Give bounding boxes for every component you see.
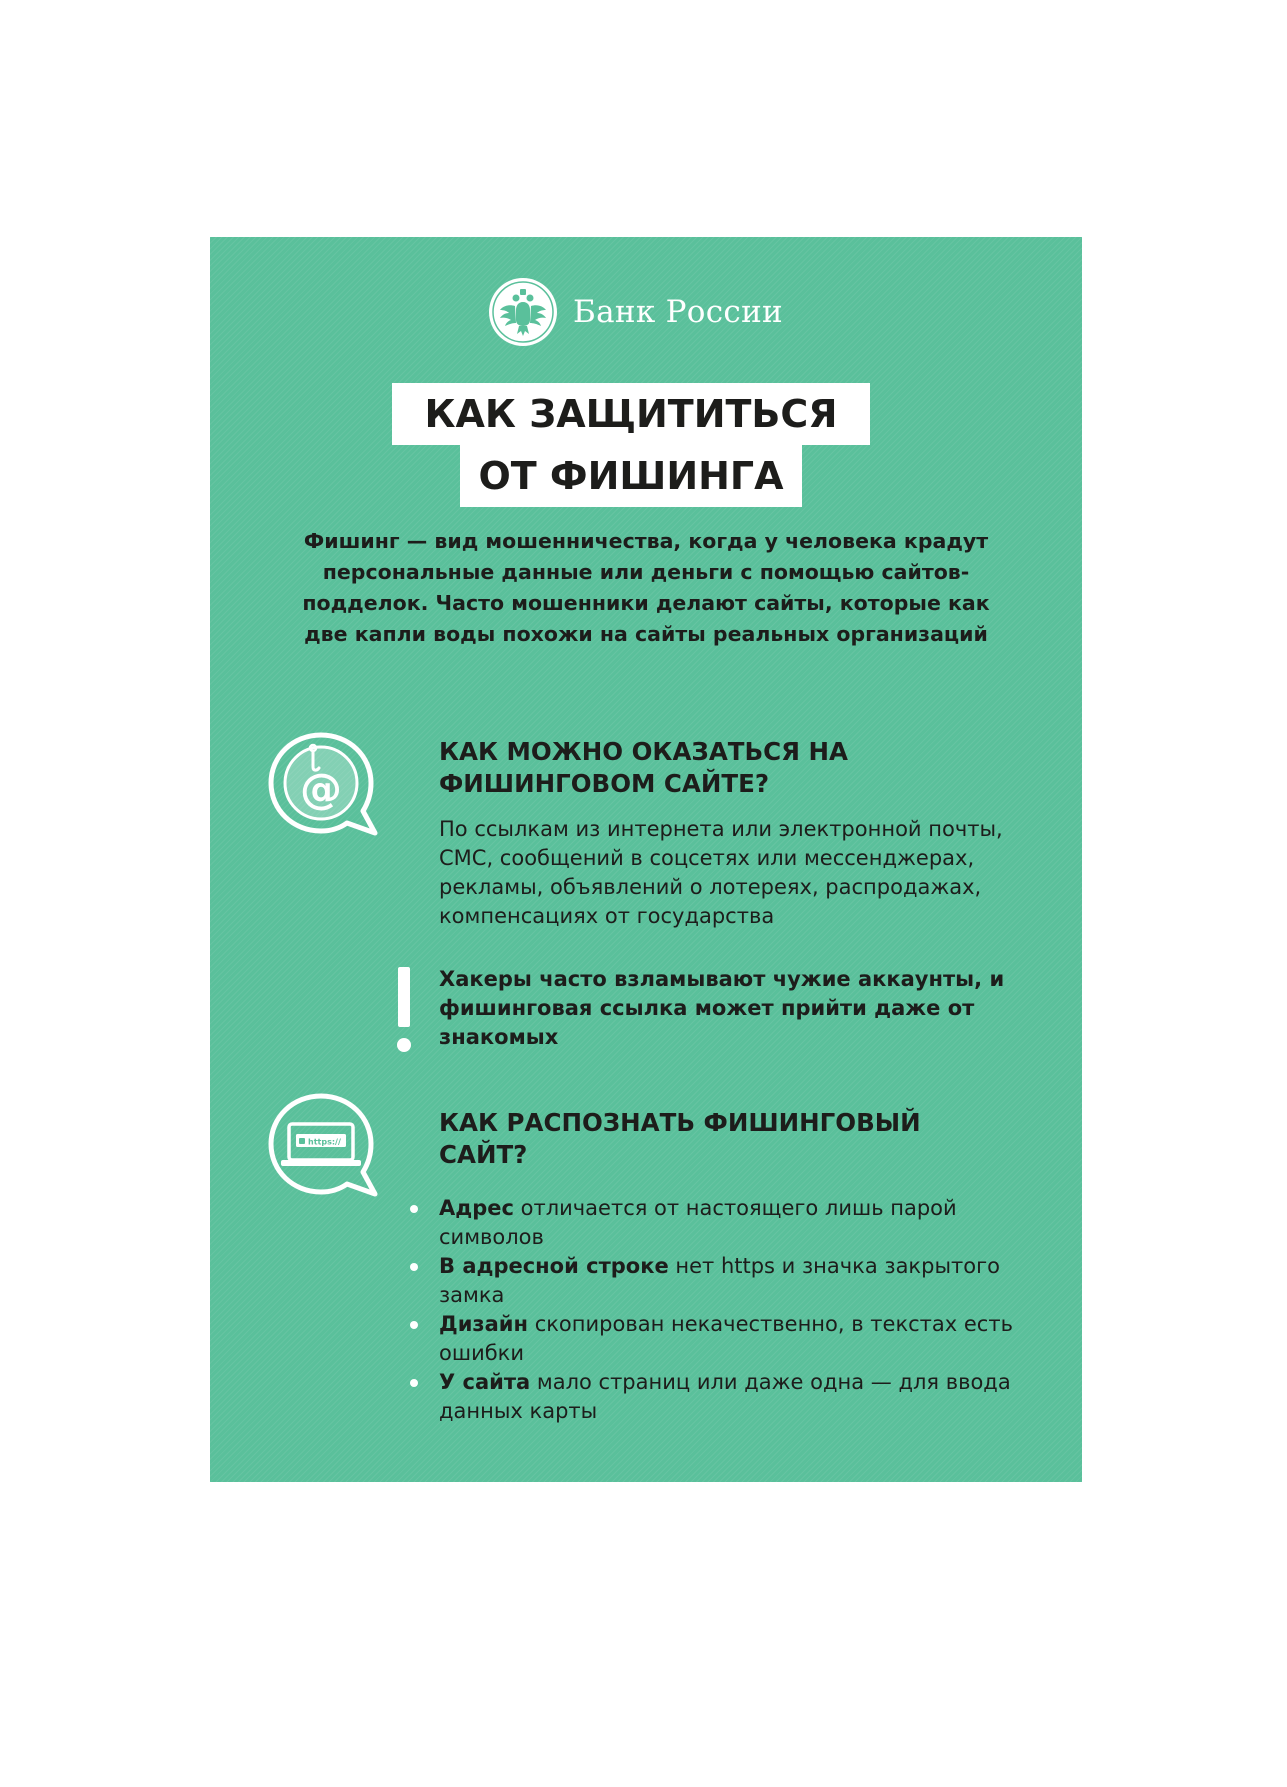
warning-text: Хакеры часто взламывают чужие аккаунты, и фишинговая ссылка может прийти даже от знакомых [439,967,1005,1049]
list-item: В адресной строке нет https и значка закрытого замка [410,1252,1060,1310]
bullet-icon [410,1321,418,1329]
list-item: У сайта мало страниц или даже одна — для ввода данных карты [410,1368,1060,1426]
https-label: https:// [308,1137,341,1147]
intro-text: Фишинг — вид мошенничества, когда у человека крадут персональные данные или деньги с помощью сайтов-подделок. Часто мошенники делают сайты, которые как две капли воды похожи на сайты реальных организаций [302,529,990,646]
section-1-text: По ссылкам из интернета или электронной почты, СМС, сообщений в соцсетях или мессенджерах, рекламы, объявлений о лотереях, распродажах, компенсациях от государства [439,817,1003,928]
section-2-heading: КАК РАСПОЗНАТЬ ФИШИНГОВЫЙ САЙТ? [439,1108,921,1169]
exclamation-icon [396,967,422,1065]
svg-text:@: @ [300,764,342,813]
eagle-emblem-icon [487,276,559,348]
leaflet-card [210,237,1082,1482]
bank-name: Банк России [573,294,784,330]
page-title-line-2: ОТ ФИШИНГА [460,445,802,507]
bullet-icon [410,1263,418,1271]
laptop-https-icon [265,1092,385,1211]
bank-logo [487,276,783,348]
list-item: Дизайн скопирован некачественно, в текстах есть ошибки [410,1310,1060,1368]
list-item: Адрес отличается от настоящего лишь парой символов [410,1194,1060,1252]
at-sign-hook-icon [265,731,385,850]
section-1-heading: КАК МОЖНО ОКАЗАТЬСЯ НА ФИШИНГОВОМ САЙТЕ? [439,737,849,798]
page-title-line-1: КАК ЗАЩИТИТЬСЯ [392,383,870,445]
phishing-signs-list [410,1194,1060,1426]
bullet-icon [410,1379,418,1387]
bullet-icon [410,1205,418,1213]
